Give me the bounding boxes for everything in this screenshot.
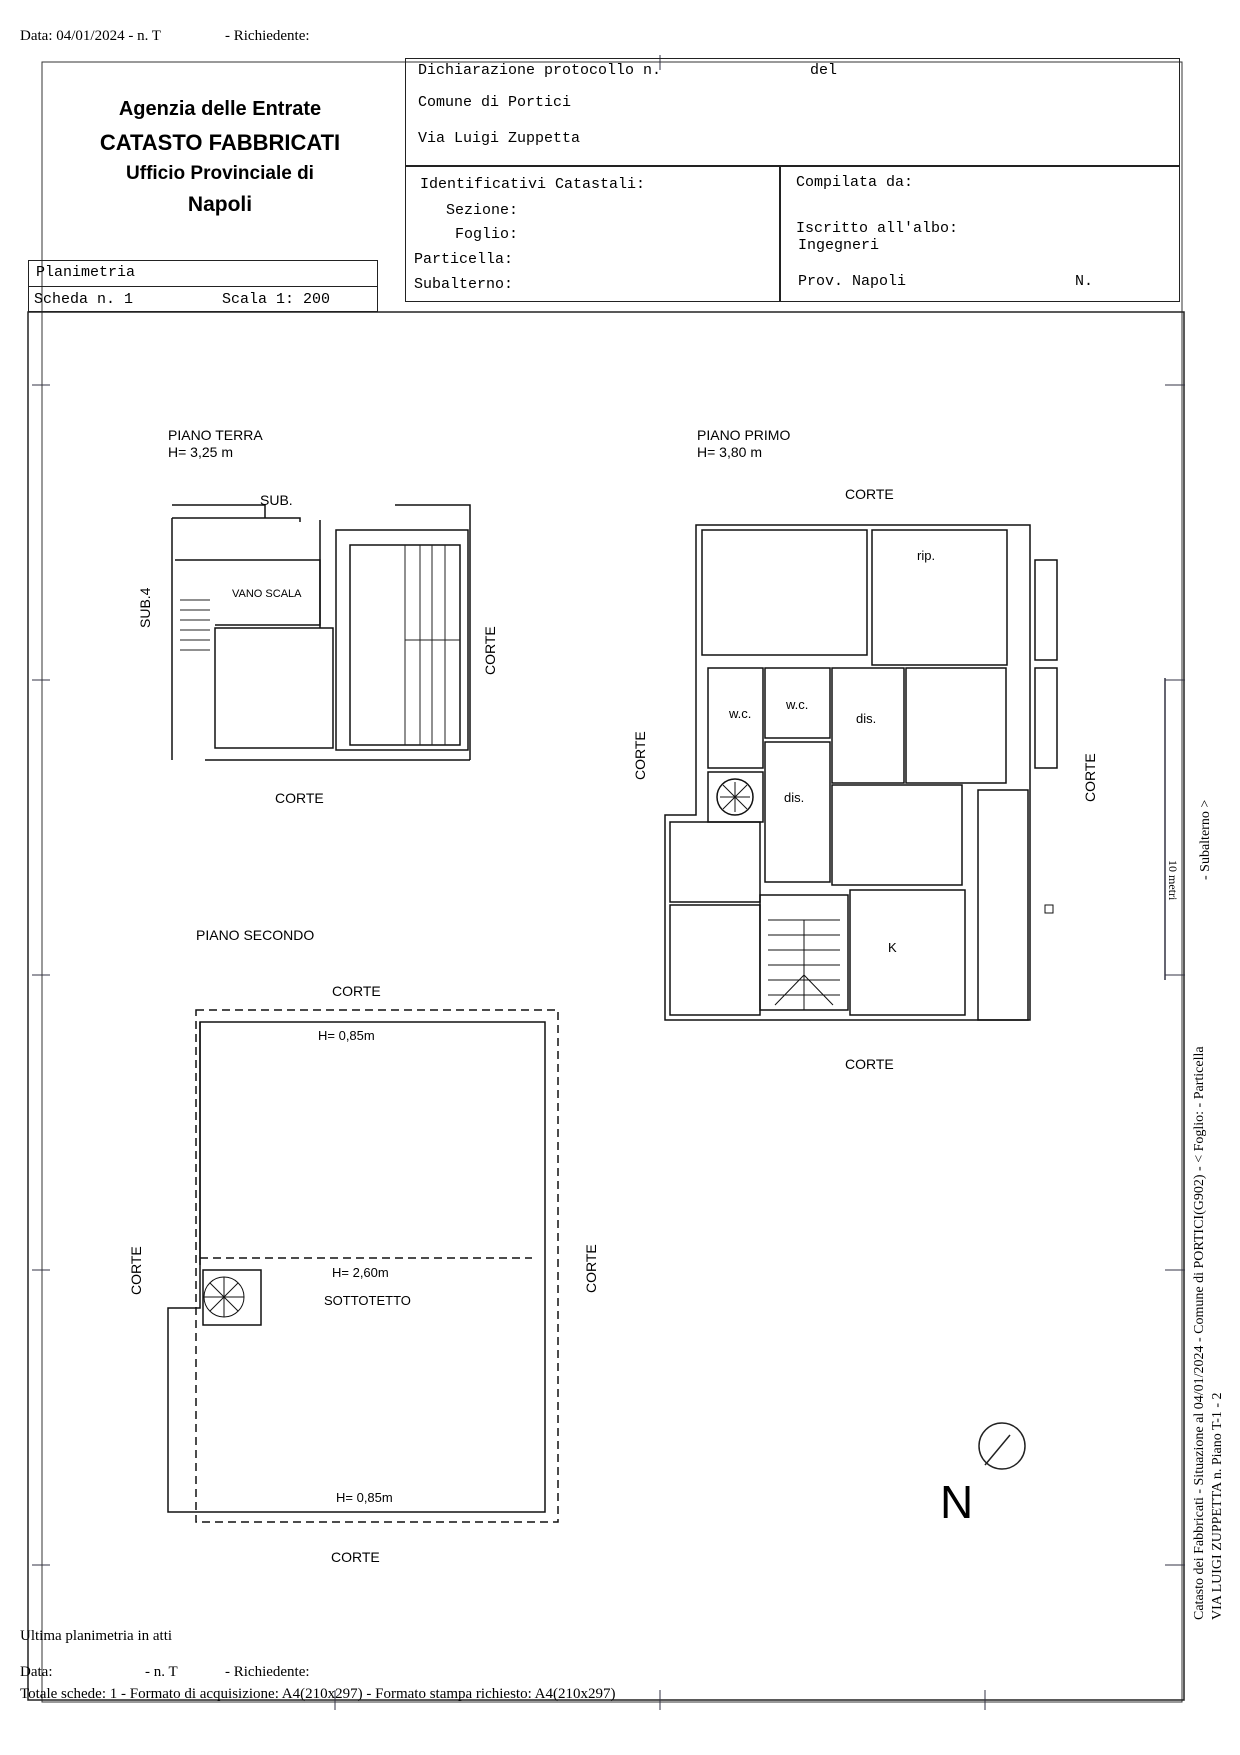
side-note-line2: VIA LUIGI ZUPPETTA n. Piano T-1 - 2	[1210, 1392, 1225, 1620]
primo-corte-left: CORTE	[632, 731, 648, 780]
particella-label: Particella:	[414, 251, 514, 268]
secondo-corte-top: CORTE	[332, 983, 381, 999]
primo-title: PIANO PRIMO	[697, 427, 791, 443]
sezione-label: Sezione:	[446, 202, 519, 219]
secondo-h-bottom: H= 0,85m	[336, 1490, 393, 1505]
secondo-title: PIANO SECONDO	[196, 927, 315, 943]
secondo-sottotetto: SOTTOTETTO	[324, 1293, 411, 1308]
via: Via Luigi Zuppetta	[418, 130, 581, 147]
terra-sub4: SUB.4	[137, 587, 153, 628]
primo-corte-bottom: CORTE	[845, 1056, 894, 1072]
protocol-label: Dichiarazione protocollo n.	[418, 62, 662, 79]
compilata-title: Compilata da:	[796, 174, 914, 191]
footer-richiedente: - Richiedente:	[225, 1664, 310, 1680]
header-date: Data: 04/01/2024 - n. T	[20, 28, 161, 44]
terra-title: PIANO TERRA	[168, 427, 263, 443]
primo-corte-right: CORTE	[1082, 753, 1098, 802]
subalterno-label: Subalterno:	[414, 276, 514, 293]
footer-data: Data:	[20, 1664, 53, 1680]
protocol-del: del	[810, 62, 838, 79]
room-dis-1: dis.	[856, 711, 877, 726]
footer-n: - n. T	[145, 1664, 178, 1680]
scale-mark: 10 metri	[1166, 860, 1180, 901]
secondo-h-mid: H= 2,60m	[332, 1265, 389, 1280]
room-wc-1: w.c.	[729, 706, 752, 721]
foglio-label: Foglio:	[455, 226, 519, 243]
room-wc-2: w.c.	[786, 697, 809, 712]
agency-name: Agenzia delle Entrate	[118, 98, 322, 120]
terra-vano: VANO SCALA	[232, 588, 302, 600]
albo-value: Ingegneri	[798, 237, 880, 254]
room-dis-2: dis.	[784, 790, 805, 805]
footer-totale: Totale schede: 1 - Formato di acquisizione: A4(210x297) - Formato stampa richiesto: A4(210x297)	[20, 1686, 616, 1702]
secondo-corte-bottom: CORTE	[331, 1549, 380, 1565]
scala-label: Scala 1: 200	[222, 291, 331, 308]
iscritto-label: Iscritto all'albo:	[796, 220, 959, 237]
ufficio-city: Napoli	[187, 193, 253, 216]
header-richiedente: - Richiedente:	[225, 28, 310, 44]
secondo-h-top: H= 0,85m	[318, 1028, 375, 1043]
ufficio-label: Ufficio Provinciale di	[126, 163, 314, 184]
terra-sub: SUB.	[260, 492, 293, 508]
side-note-line3: - Subalterno >	[1198, 799, 1213, 880]
primo-height: H= 3,80 m	[697, 444, 762, 460]
n-label: N.	[1075, 273, 1094, 290]
primo-corte-top: CORTE	[845, 486, 894, 502]
side-note-line1: Catasto dei Fabbricati - Situazione al 04/01/2024 - Comune di PORTICI(G902) - < Foglio: - Particella	[1192, 1046, 1207, 1620]
planimetria-title: Planimetria	[36, 264, 136, 281]
secondo-corte-right: CORTE	[583, 1244, 599, 1293]
scheda-label: Scheda n. 1	[34, 291, 134, 308]
terra-height: H= 3,25 m	[168, 444, 233, 460]
prov-label: Prov. Napoli	[798, 273, 907, 290]
secondo-corte-left: CORTE	[128, 1246, 144, 1295]
room-k: K	[888, 940, 897, 955]
north-label: N	[940, 1476, 974, 1528]
comune: Comune di Portici	[418, 94, 572, 111]
terra-corte-right: CORTE	[482, 626, 498, 675]
room-rip: rip.	[917, 548, 936, 563]
catasto-title: CATASTO FABBRICATI	[99, 130, 341, 155]
identificativi-title: Identificativi Catastali:	[420, 176, 646, 193]
footer-ultima: Ultima planimetria in atti	[20, 1628, 173, 1644]
terra-corte-bottom: CORTE	[275, 790, 324, 806]
